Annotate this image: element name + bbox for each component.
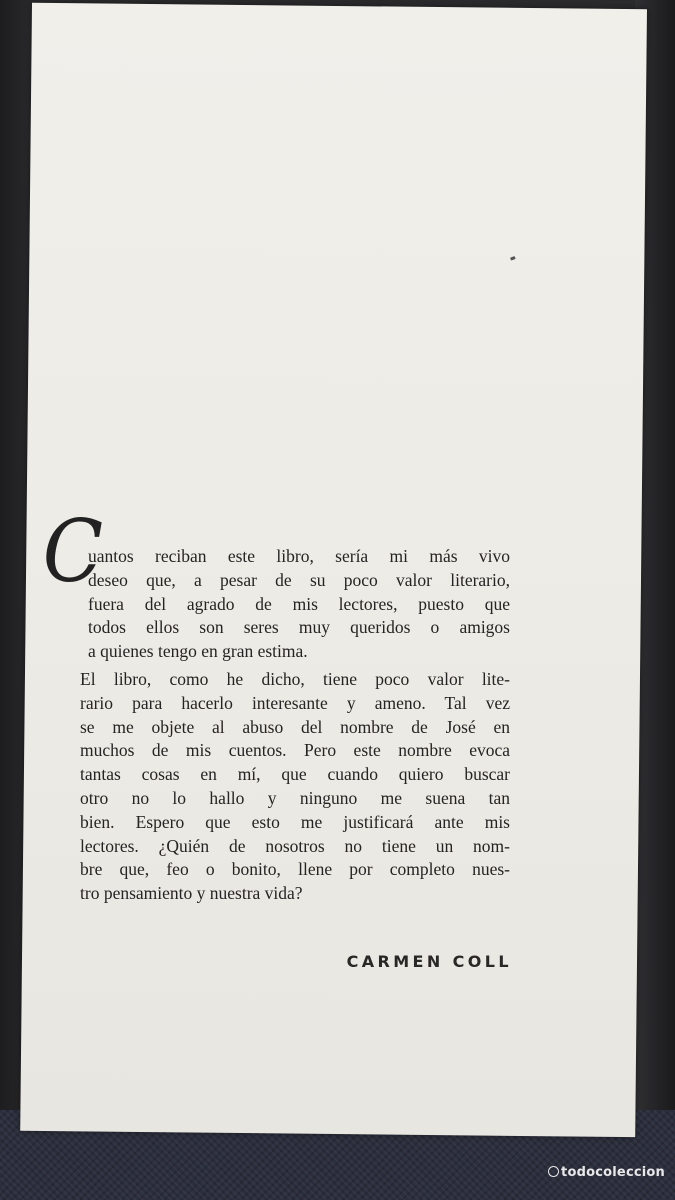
text-line: tro pensamiento y nuestra vida? bbox=[80, 883, 303, 904]
page-speck bbox=[510, 256, 516, 260]
globe-icon bbox=[548, 1166, 559, 1177]
text-line: rario para hacerlo interesante y ameno. Tal vez bbox=[80, 692, 510, 713]
text-line: fuera del agrado de mis lectores, puesto que bbox=[88, 593, 510, 614]
text-line: uantos reciban este libro, sería mi más vivo bbox=[88, 546, 510, 566]
text-line: todos ellos son seres muy queridos o amigos bbox=[88, 617, 510, 638]
text-line: otro no lo hallo y ninguno me suena tan bbox=[80, 787, 510, 808]
text-line: se me objete al abuso del nombre de José en bbox=[80, 716, 510, 737]
preface-paragraph-2 bbox=[80, 668, 510, 906]
preface-text bbox=[42, 502, 510, 906]
watermark bbox=[548, 1165, 665, 1180]
text-line: lectores. ¿Quién de nosotros no tiene un nom- bbox=[80, 835, 510, 856]
author-signature: CARMEN COLL bbox=[346, 952, 512, 971]
text-line: bre que, feo o bonito, llene por completo nues- bbox=[80, 859, 510, 880]
text-line: muchos de mis cuentos. Pero este nombre evoca bbox=[80, 740, 510, 761]
text-line: bien. Espero que esto me justificará ante mis bbox=[80, 811, 510, 832]
text-line: a quienes tengo en gran estima. bbox=[88, 641, 308, 662]
text-line: deseo que, a pesar de su poco valor literario, bbox=[88, 569, 510, 590]
text-line: tantas cosas en mí, que cuando quiero buscar bbox=[80, 764, 510, 785]
text-line: El libro, como he dicho, tiene poco valor lite- bbox=[80, 668, 510, 689]
preface-paragraph-1 bbox=[80, 545, 510, 664]
watermark-text: todocoleccion bbox=[561, 1165, 665, 1180]
drop-cap: C bbox=[42, 502, 104, 602]
